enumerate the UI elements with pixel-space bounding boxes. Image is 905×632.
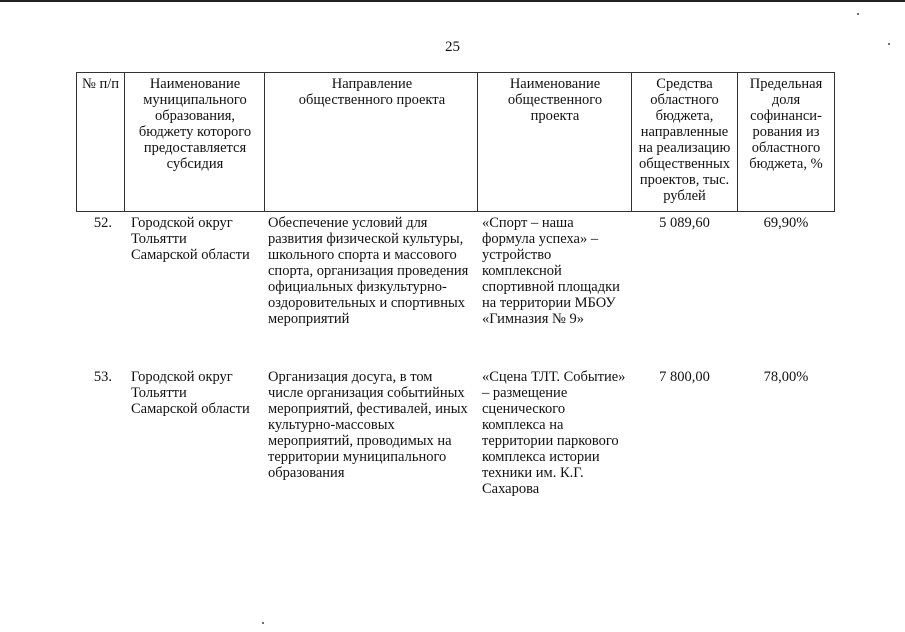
- header-bottom-border: [76, 211, 835, 212]
- header-municipality: Наименование муниципального образования, бюджету которого предоставляется субсидия: [138, 76, 252, 172]
- col-border-0: [76, 72, 77, 212]
- col-border-2: [264, 72, 265, 212]
- row-municipality: Городской округ Тольятти Самарской области: [131, 369, 250, 417]
- row-num: 52.: [93, 215, 112, 231]
- table-top-border: [76, 72, 835, 73]
- row-funds: 5 089,60: [659, 215, 710, 231]
- row-num: 53.: [93, 369, 112, 385]
- header-share: Предельная доля софинанси-рования из областного бюджета, %: [749, 76, 823, 172]
- row-share: 78,00%: [763, 369, 809, 385]
- row-funds: 7 800,00: [659, 369, 710, 385]
- page-number: 25: [445, 39, 460, 55]
- scan-speck: [262, 622, 264, 624]
- top-rule: [0, 0, 905, 2]
- scan-speck: [857, 13, 859, 15]
- header-num: № п/п: [81, 76, 119, 92]
- header-project: Наименование общественного проекта: [507, 76, 603, 124]
- row-direction: Организация досуга, в том числе организация событийных мероприятий, фестивалей, иных культурно-массовых мероприятий, проводимых на территории муниципального образования: [268, 369, 468, 481]
- row-project: «Спорт – наша формула успеха» – устройство комплексной спортивной площадки на территории МБОУ «Гимназия № 9»: [482, 215, 620, 327]
- row-share: 69,90%: [763, 215, 809, 231]
- col-border-3: [477, 72, 478, 212]
- header-direction: Направление общественного проекта: [298, 76, 446, 108]
- scan-speck: [888, 43, 890, 45]
- header-funds: Средства областного бюджета, направленные на реализацию общественных проектов, тыс. рублей: [638, 76, 731, 204]
- row-direction: Обеспечение условий для развития физической культуры, школьного спорта и массового спорта, организация проведения официальных физкультурно-оздоровительных и спортивных мероприятий: [268, 215, 469, 327]
- row-municipality: Городской округ Тольятти Самарской области: [131, 215, 250, 263]
- col-border-1: [124, 72, 125, 212]
- row-project: «Сцена ТЛТ. Событие» – размещение сценического комплекса на территории паркового комплекса истории техники им. К.Г. Сахарова: [482, 369, 626, 497]
- col-border-6: [834, 72, 835, 212]
